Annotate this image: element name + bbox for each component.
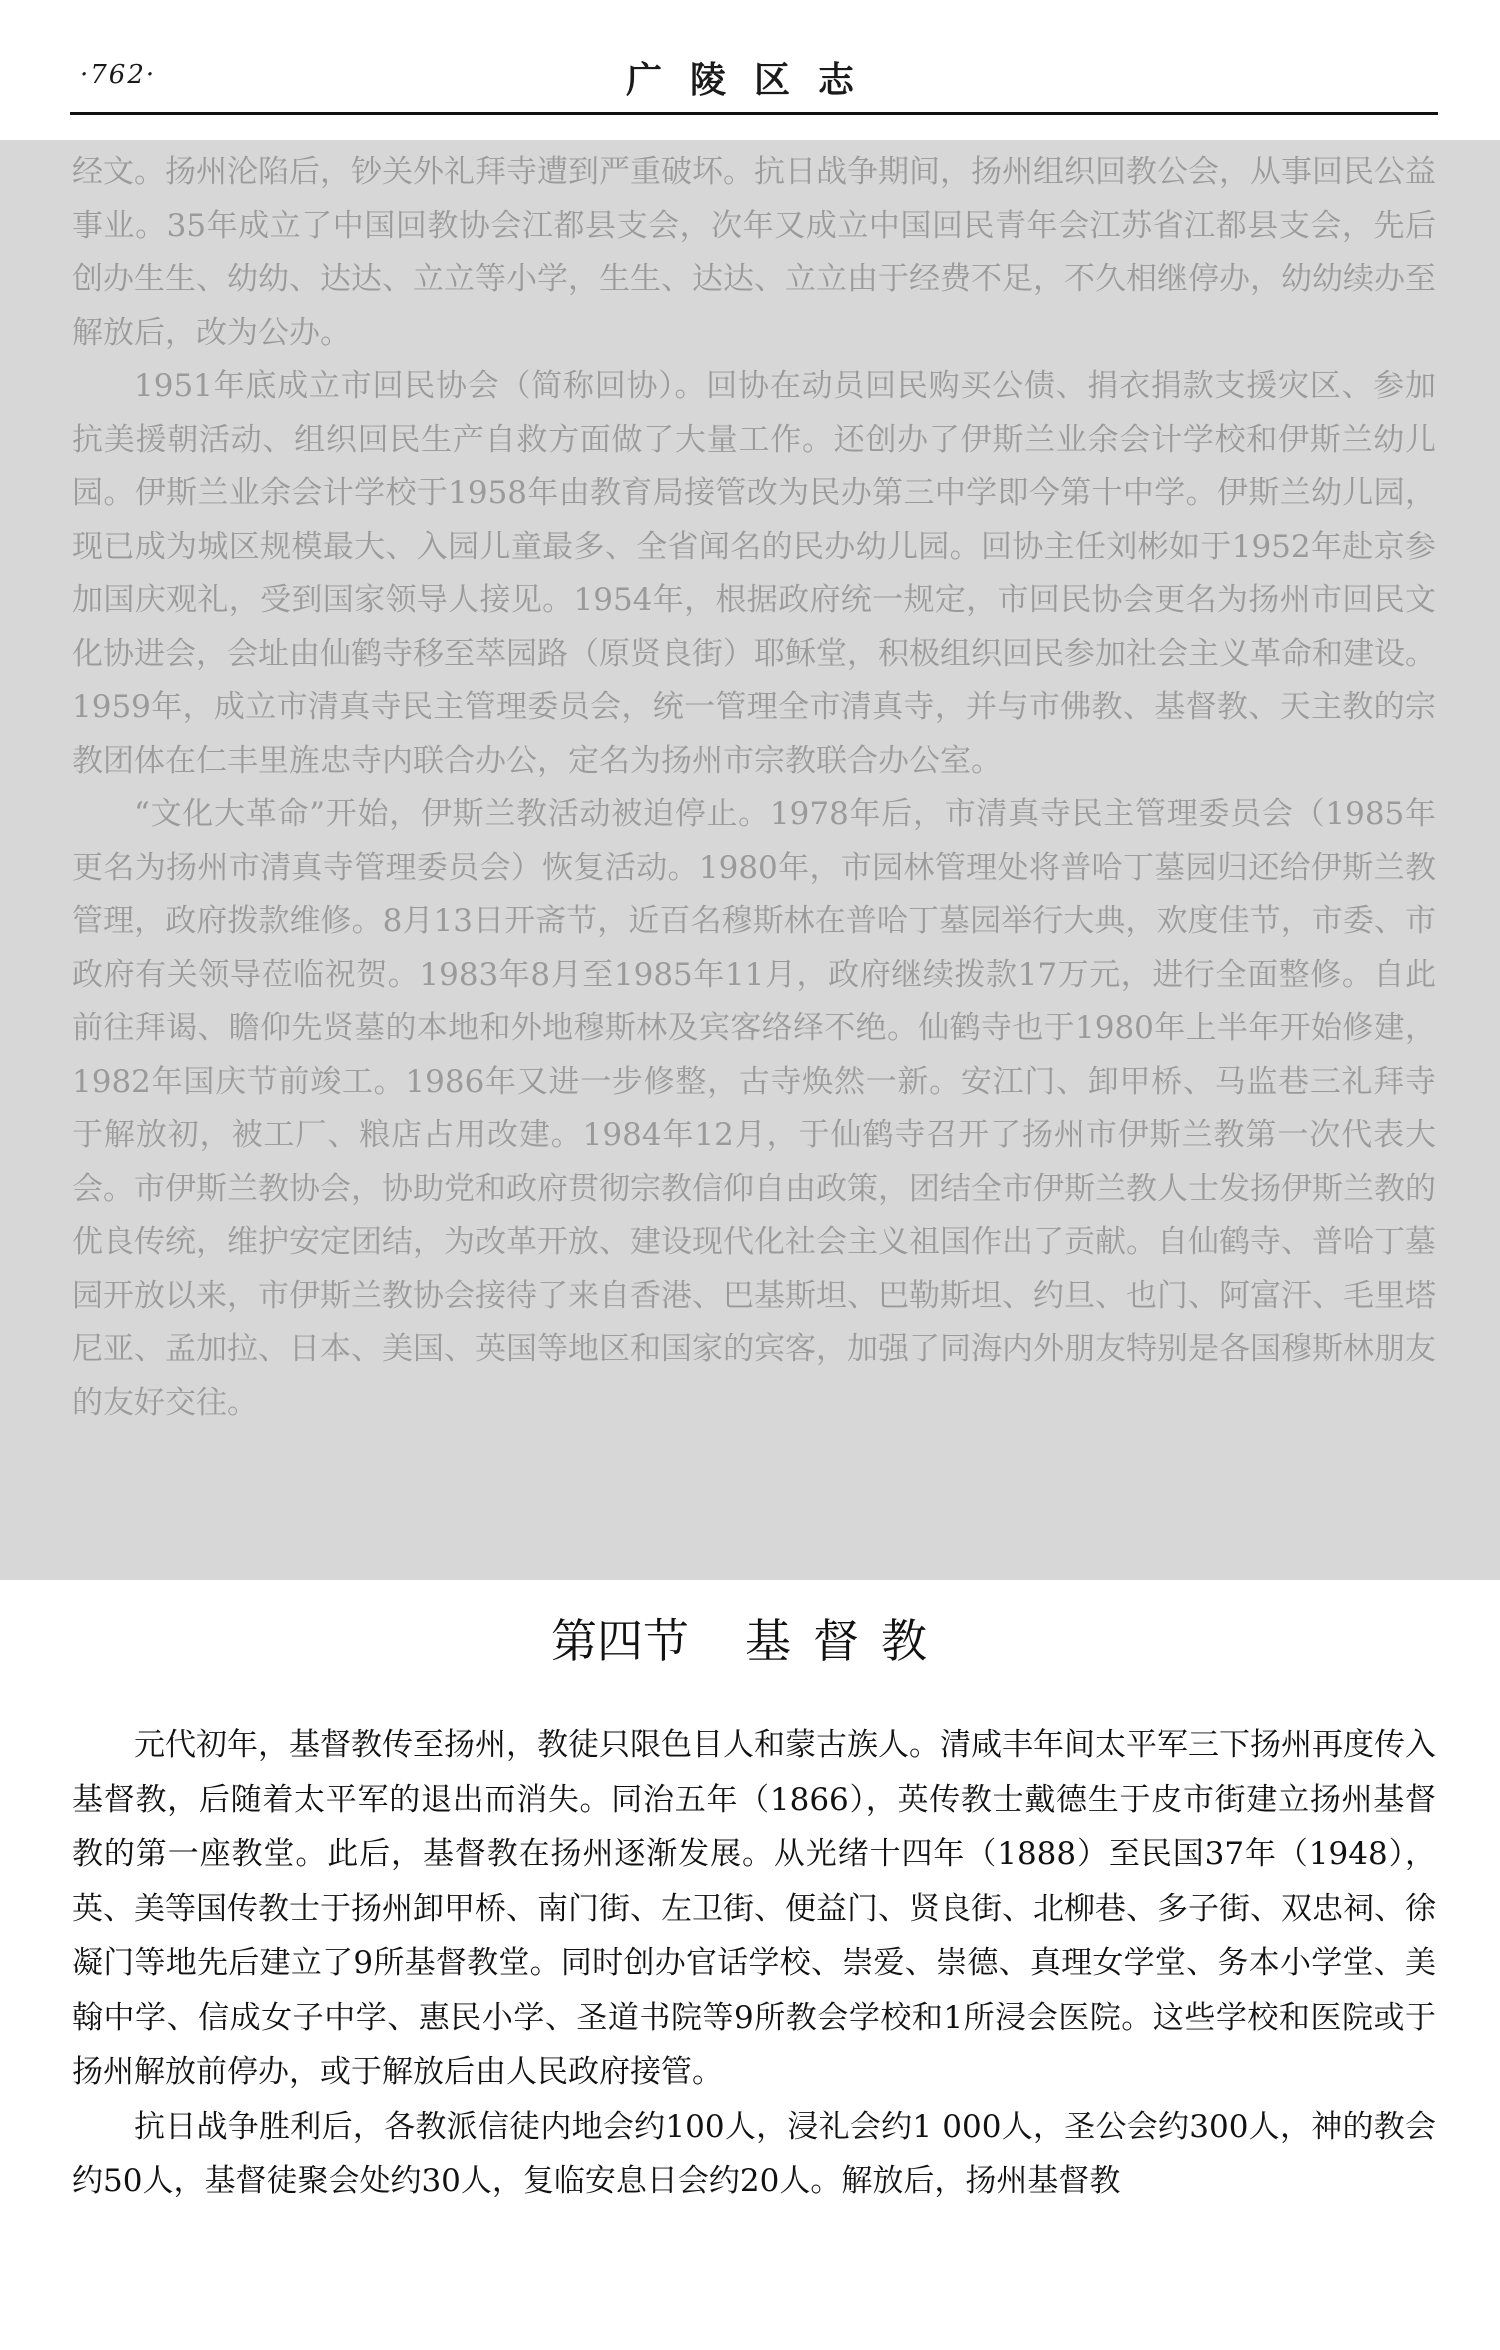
paragraph: 抗日战争胜利后，各教派信徒内地会约100人，浸礼会约1 000人，圣公会约300人，神的教会约50人，基督徒聚会处约30人，复临安息日会约20人。解放后，扬州基督教	[72, 2108, 1436, 2199]
paragraph: 元代初年，基督教传至扬州，教徒只限色目人和蒙古族人。清咸丰年间太平军三下扬州再度传入基督教，后随着太平军的退出而消失。同治五年（1866），英传教士戴德生于皮市街建立扬州基督教的第一座教堂。此后，基督教在扬州逐渐发展。从光绪十四年（1888）至民国37年（1948），英、美等国传教士于扬州卸甲桥、南门街、左卫街、便益门、贤良街、北柳巷、多子街、双忠祠、徐凝门等地先后建立了9所基督教堂。同时创办官话学校、崇爱、崇德、真理女学堂、务本小学堂、美翰中学、信成女子中学、惠民小学、圣道书院等9所教会学校和1所浸会医院。这些学校和医院或于扬州解放前停办，或于解放后由人民政府接管。	[72, 1727, 1436, 2090]
paragraph: 1951年底成立市回民协会（简称回协）。回协在动员回民购买公债、捐衣捐款支援灾区、参加抗美援朝活动、组织回民生产自救方面做了大量工作。还创办了伊斯兰业余会计学校和伊斯兰幼儿园。伊斯兰业余会计学校于1958年由教育局接管改为民办第三中学即今第十中学。伊斯兰幼儿园，现已成为城区规模最大、入园儿童最多、全省闻名的民办幼儿园。回协主任刘彬如于1952年赴京参加国庆观礼，受到国家领导人接见。1954年，根据政府统一规定，市回民协会更名为扬州市回民文化协进会，会址由仙鹤寺移至萃园路（原贤良街）耶稣堂，积极组织回民参加社会主义革命和建设。1959年，成立市清真寺民主管理委员会，统一管理全市清真寺，并与市佛教、基督教、天主教的宗教团体在仁丰里旌忠寺内联合办公，定名为扬州市宗教联合办公室。	[72, 368, 1436, 779]
body-text	[72, 1718, 1436, 2209]
header-rule	[70, 112, 1438, 115]
paragraph: “文化大革命”开始，伊斯兰教活动被迫停止。1978年后，市清真寺民主管理委员会（1985年更名为扬州市清真寺管理委员会）恢复活动。1980年，市园林管理处将普哈丁墓园归还给伊斯兰教管理，政府拨款维修。8月13日开斋节，近百名穆斯林在普哈丁墓园举行大典，欢度佳节，市委、市政府有关领导莅临祝贺。1983年8月至1985年11月，政府继续拨款17万元，进行全面整修。自此前往拜谒、瞻仰先贤墓的本地和外地穆斯林及宾客络绎不绝。仙鹤寺也于1980年上半年开始修建，1982年国庆节前竣工。1986年又进一步修整，古寺焕然一新。安江门、卸甲桥、马监巷三礼拜寺于解放初，被工厂、粮店占用改建。1984年12月，于仙鹤寺召开了扬州市伊斯兰教第一次代表大会。市伊斯兰教协会，协助党和政府贯彻宗教信仰自由政策，团结全市伊斯兰教人士发扬伊斯兰教的优良传统，维护安定团结，为改革开放、建设现代化社会主义祖国作出了贡献。自仙鹤寺、普哈丁墓园开放以来，市伊斯兰教协会接待了来自香港、巴基斯坦、巴勒斯坦、约旦、也门、阿富汗、毛里塔尼亚、孟加拉、日本、美国、英国等地区和国家的宾客，加强了同海内外朋友特别是各国穆斯林朋友的友好交往。	[72, 796, 1436, 1421]
page-header	[70, 50, 1438, 112]
paragraph: 经文。扬州沦陷后，钞关外礼拜寺遭到严重破坏。抗日战争期间，扬州组织回教公会，从事回民公益事业。35年成立了中国回教协会江都县支会，次年又成立中国回民青年会江苏省江都县支会，先后创办生生、幼幼、达达、立立等小学，生生、达达、立立由于经费不足，不久相继停办，幼幼续办至解放后，改为公办。	[72, 154, 1436, 351]
section-heading	[0, 1605, 1500, 1671]
page-number: ·762·	[80, 60, 157, 90]
shaded-text-content	[72, 146, 1436, 1430]
book-title: 广陵区志	[625, 60, 882, 101]
section-title: 基督教	[745, 1614, 949, 1668]
section-number: 第四节	[551, 1614, 689, 1668]
